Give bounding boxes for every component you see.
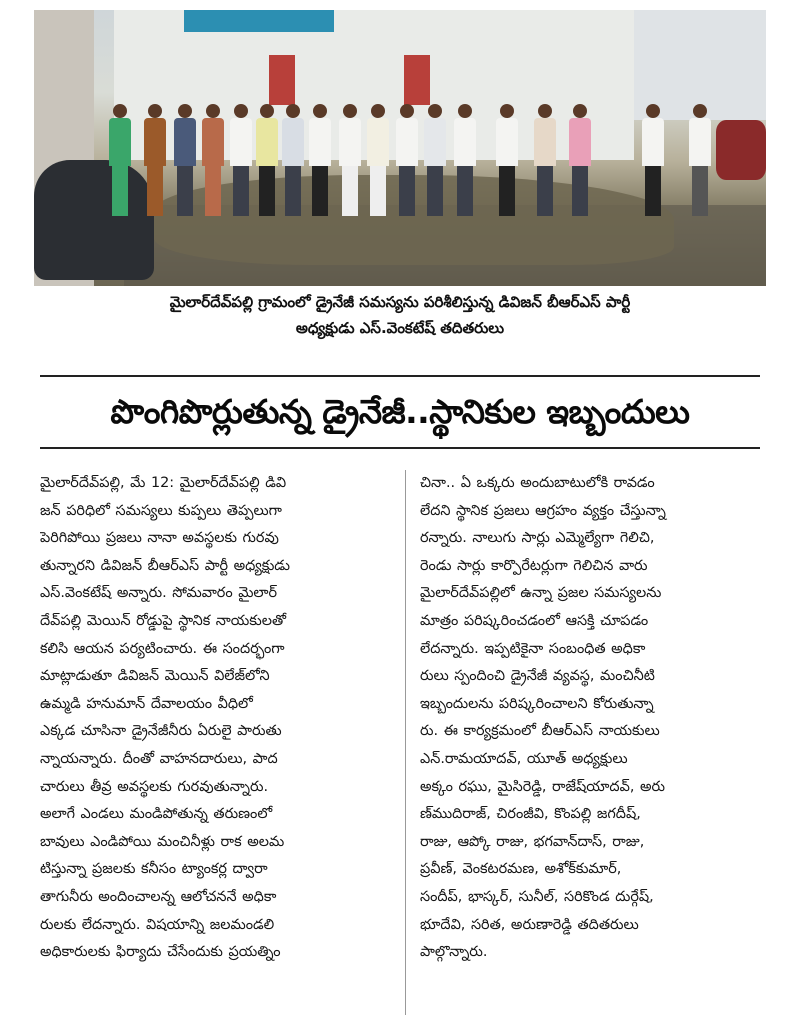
article-line: మాట్లాడుతూ డివిజన్ మెయిన్ విలేజ్‌లోని [40, 668, 270, 685]
article-line: జన్ పరిధిలో సమస్యలు కుప్పలు తెప్పలుగా [40, 502, 282, 519]
headline: పొంగిపొర్లుతున్న డ్రైనేజీ..స్థానికుల ఇబ్బందులు [40, 375, 760, 449]
person [256, 104, 278, 216]
article-line: మాత్రం పరిష్కరించడంలో ఆసక్తి చూపడం [420, 612, 649, 629]
article-line: చినా.. ఏ ఒక్కరు అందుబాటులోకి రావడం [420, 475, 655, 491]
person [534, 104, 556, 216]
article-line: ఎక్కడ చూసినా డ్రైనేజీనీరు ఏరులై పారుతు [40, 723, 282, 740]
person [396, 104, 418, 216]
person [144, 104, 166, 216]
article-line: రు. ఈ కార్యక్రమంలో బీఆర్ఎస్ నాయకులు [420, 723, 660, 740]
person [202, 104, 224, 216]
article-line: ణ్‌ముదిరాజ్, చిరంజీవి, కొంపల్లి జగదీష్, [420, 806, 641, 823]
person [367, 104, 389, 216]
person [642, 104, 664, 216]
article-line: అక్కం రఘు, మైసిరెడ్డి, రాజేష్‌యాదవ్, అరు [420, 778, 666, 795]
article-line: భూదేవి, సరిత, అరుణారెడ్డి తదితరులు [420, 916, 639, 933]
person [309, 104, 331, 216]
person [230, 104, 252, 216]
person [174, 104, 196, 216]
article-line: కలిసి ఆయన పర్యటించారు. ఈ సందర్భంగా [40, 640, 285, 657]
person [424, 104, 446, 216]
person [569, 104, 591, 216]
article-line: ఎస్.వెంకటేష్ అన్నారు. సోమవారం మైలార్ [40, 585, 278, 602]
article-line: రులు స్పందించి డ్రైనేజీ వ్యవస్థ, మంచినీటి [420, 668, 655, 685]
article-line: మైలార్‌దేవ్‌పల్లిలో ఉన్నా ప్రజల సమస్యలను [420, 585, 662, 602]
article-line: పాల్గొన్నారు. [420, 944, 488, 961]
article-right-column [420, 470, 765, 967]
article-line: బావులు ఎండిపోయి మంచినీళ్లు రాక అలమ [40, 833, 285, 850]
article-line: రులకు లేదన్నారు. విషయాన్ని జలమండలి [40, 916, 275, 933]
article-line: ఉమ్మడి హనుమాన్ దేవాలయం వీధిలో [40, 695, 253, 712]
person [496, 104, 518, 216]
person [454, 104, 476, 216]
motorbike [34, 160, 154, 280]
article-line: పెరిగిపోయి ప్రజలు నానా అవస్థలకు గురవు [40, 530, 279, 547]
article-left-column [40, 470, 395, 967]
article-line: అధికారులకు ఫిర్యాదు చేసేందుకు ప్రయత్నిం [40, 944, 281, 961]
red-door [269, 55, 295, 105]
person [689, 104, 711, 216]
article-line: రాజు, ఆప్కో రాజు, భగవాన్‌దాస్, రాజు, [420, 833, 645, 850]
caption-line-1: మైలార్‌దేవ్‌పల్లి గ్రామంలో డ్రైనేజీ సమస్యను పరిశీలిస్తున్న డివిజన్ బీఆర్ఎస్ పార్టీ [169, 293, 631, 311]
article-line: ఎన్.రామయాదవ్, యూత్ అధ్యక్షులు [420, 750, 628, 767]
article-line: టిస్తున్నా ప్రజలకు కనీసం ట్యాంకర్ల ద్వారా [40, 861, 268, 878]
red-door [404, 55, 430, 105]
article-line: తున్నారని డివిజన్ బీఆర్ఎస్ పార్టీ అధ్యక్షుడు [40, 557, 290, 574]
article-line: మైలార్‌దేవ్‌పల్లి, మే 12: మైలార్‌దేవ్‌పల్లి డివి [40, 475, 287, 491]
article-line: చారులు తీవ్ర అవస్థలకు గురవుతున్నారు. [40, 778, 269, 795]
person [282, 104, 304, 216]
article-line: లేదని స్థానిక ప్రజలు ఆగ్రహం వ్యక్తం చేస్తున్నా [420, 502, 666, 519]
article-line: అలాగే ఎండలు మండిపోతున్న తరుణంలో [40, 806, 273, 823]
article-line: న్నాయన్నారు. దీంతో వాహనదారులు, పాద [40, 750, 278, 767]
caption-line-2: అధ్యక్షుడు ఎస్.వెంకటేష్ తదితరులు [295, 319, 505, 337]
person [109, 104, 131, 216]
column-divider [405, 470, 406, 1015]
photo-caption [34, 289, 766, 341]
article-line: ఇబ్బందులను పరిష్కరించాలని కోరుతున్నా [420, 695, 654, 712]
article-line: ప్రవీణ్, వెంకటరమణ, అశోక్‌కుమార్, [420, 861, 622, 878]
article-line: లేదన్నారు. ఇప్పటికైనా సంబంధిత అధికా [420, 640, 646, 657]
article-line: దేవ్‌పల్లి మెయిన్ రోడ్డుపై స్థానిక నాయకులతో [40, 612, 286, 629]
article-line: రన్నారు. నాలుగు సార్లు ఎమ్మెల్యేగా గెలిచి, [420, 530, 655, 547]
article-line: సందీప్, భాస్కర్, సునీల్, సరికొండ దుర్గేష్, [420, 888, 654, 905]
article-line: రెండు సార్లు కార్పొరేటర్లుగా గెలిచిన వారు [420, 557, 648, 574]
person [339, 104, 361, 216]
motorbike-right [716, 120, 766, 180]
blue-roof [184, 10, 334, 32]
article-line: తాగునీరు అందించాలన్న ఆలోచననే అధికా [40, 888, 277, 905]
news-photo [34, 10, 766, 286]
